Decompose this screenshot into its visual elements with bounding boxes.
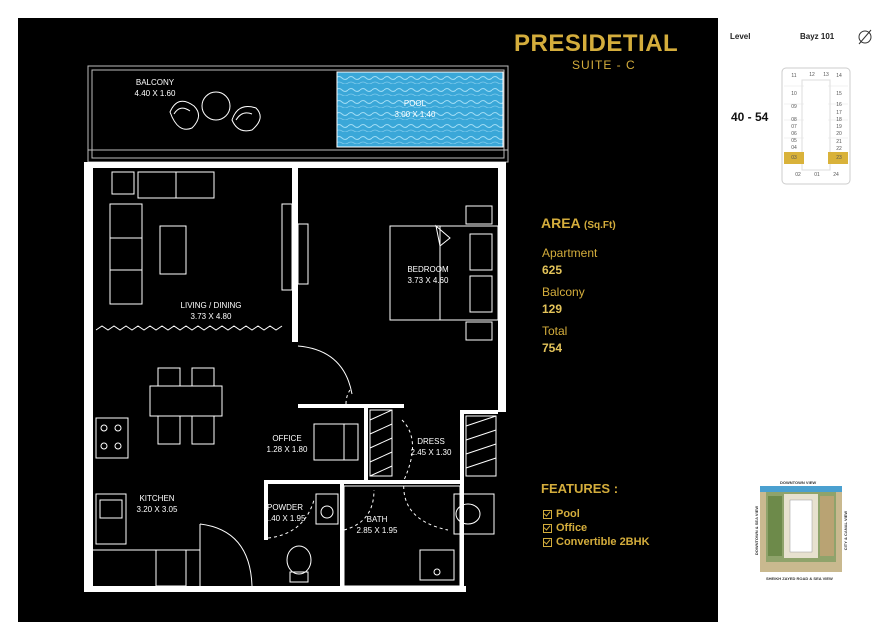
building-name: Bayz 101 xyxy=(800,32,835,41)
feature-office: Office xyxy=(543,522,587,534)
checkbox-icon xyxy=(543,510,552,519)
unit-label: 05 xyxy=(791,138,797,144)
unit-label: 15 xyxy=(836,91,842,97)
area-heading: AREA (Sq.Ft) xyxy=(541,215,616,231)
unit-label: 10 xyxy=(791,91,797,97)
site-plan xyxy=(760,486,842,572)
feature-pool: Pool xyxy=(543,508,580,520)
room-office: OFFICE 1.28 X 1.80 xyxy=(266,434,308,454)
checkbox-icon xyxy=(543,538,552,547)
door-swings xyxy=(200,346,448,586)
unit-label: 12 xyxy=(809,72,815,78)
unit-label: 24 xyxy=(833,172,839,178)
room-kitchen: KITCHEN 3.20 X 3.05 xyxy=(136,494,178,514)
checkbox-icon xyxy=(543,524,552,533)
level-label: Level xyxy=(730,32,751,41)
room-bedroom: BEDROOM 3.73 X 4.60 xyxy=(407,265,449,285)
features-heading: FEATURES : xyxy=(541,481,619,496)
unit-label: 06 xyxy=(791,131,797,137)
area-value-balcony: 129 xyxy=(542,302,563,316)
unit-label: 16 xyxy=(836,102,842,108)
feature-convertible: Convertible 2BHK xyxy=(543,536,650,548)
room-dress: DRESS 2.45 X 1.30 xyxy=(410,437,452,457)
room-living: LIVING / DINING 3.73 X 4.80 xyxy=(180,301,242,321)
unit-label: 21 xyxy=(836,139,842,145)
unit-label: 19 xyxy=(836,124,842,130)
unit-label: 08 xyxy=(791,117,797,123)
unit-label: 09 xyxy=(791,104,797,110)
living-furniture xyxy=(110,172,308,304)
unit-label: 04 xyxy=(791,145,797,151)
area-label-balcony: Balcony xyxy=(542,285,585,299)
page-subtitle: SUITE - C xyxy=(572,58,636,72)
unit-label: 01 xyxy=(814,172,820,178)
room-pool: POOL 3.00 X 1.40 xyxy=(394,99,436,119)
area-value-apartment: 625 xyxy=(542,263,563,277)
levels-range: 40 - 54 xyxy=(731,110,769,124)
site-right-label: CITY & CANAL VIEW xyxy=(843,510,849,551)
page-title: PRESIDETIAL xyxy=(514,30,679,57)
area-label-apartment: Apartment xyxy=(542,246,598,260)
unit-label: 20 xyxy=(836,131,842,137)
unit-label: 22 xyxy=(836,146,842,152)
room-powder: POWDER 1.40 X 1.95 xyxy=(264,503,306,523)
unit-label: 02 xyxy=(795,172,801,178)
area-value-total: 754 xyxy=(542,341,563,355)
unit-label: 13 xyxy=(823,72,829,78)
site-top-label: DOWNTOWN VIEW xyxy=(780,480,817,485)
unit-label: 23 xyxy=(836,155,842,161)
unit-label: 17 xyxy=(836,110,842,116)
room-balcony: BALCONY 4.40 X 1.60 xyxy=(134,78,176,98)
unit-label: 11 xyxy=(791,73,797,79)
compass-icon xyxy=(856,28,874,46)
unit-label: 03 xyxy=(791,155,797,161)
area-label-total: Total xyxy=(542,324,568,338)
unit-label: 14 xyxy=(836,73,842,79)
site-bottom-label: SHEIKH ZAYED ROAD & SEA VIEW xyxy=(766,576,833,581)
unit-label: 18 xyxy=(836,117,842,123)
dining-table xyxy=(150,368,222,444)
site-left-label: DOWNTOWN & SEA VIEW xyxy=(754,505,760,556)
room-bath: BATH 2.85 X 1.95 xyxy=(356,515,398,535)
folding-partition xyxy=(96,326,282,330)
unit-label: 07 xyxy=(791,124,797,130)
